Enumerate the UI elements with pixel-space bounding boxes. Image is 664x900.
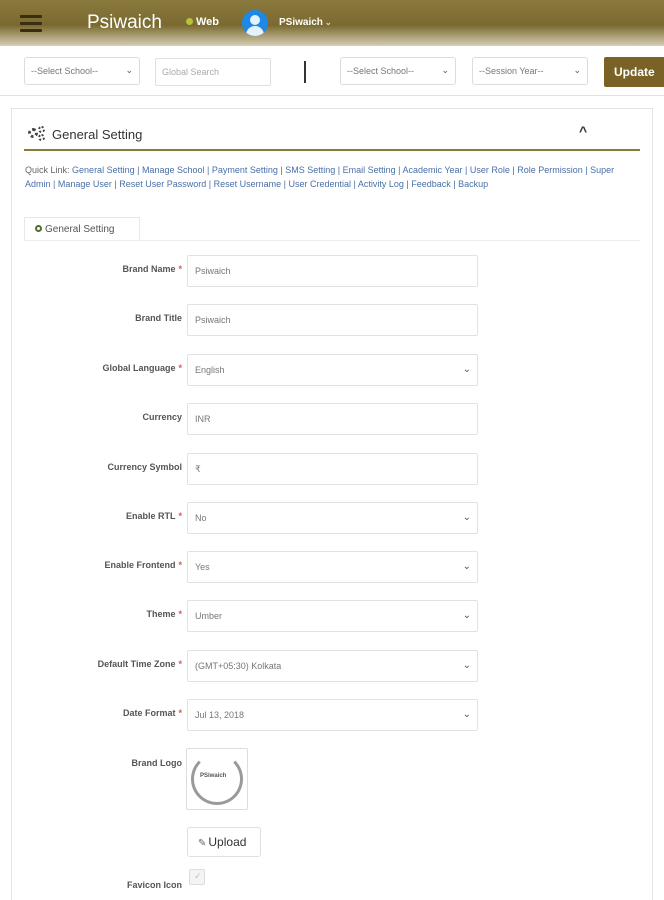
tab-label: General Setting: [45, 224, 115, 235]
chevron-down-icon: ⌄: [462, 709, 471, 720]
user-avatar[interactable]: [242, 10, 268, 36]
hamburger-menu-icon[interactable]: [20, 15, 42, 31]
chevron-down-icon: ⌄: [441, 65, 449, 75]
enable-rtl-label: Enable RTL *: [125, 511, 182, 521]
brand-title-label: Brand Title: [135, 313, 182, 323]
web-link[interactable]: [186, 16, 219, 28]
quick-link-activity-log[interactable]: Activity Log: [357, 179, 404, 189]
enable-frontend-select[interactable]: [187, 551, 478, 583]
chevron-down-icon: ⌄: [462, 561, 471, 572]
quick-link-user-credential[interactable]: User Credential: [288, 179, 352, 189]
top-navbar: [0, 0, 664, 46]
quick-link-feedback[interactable]: Feedback: [411, 179, 451, 189]
brand-logo-row: [12, 749, 652, 781]
user-menu[interactable]: [279, 17, 332, 28]
brand-title-input[interactable]: Psiwaich: [187, 304, 478, 336]
currency-symbol-input[interactable]: ₹: [187, 453, 478, 485]
chevron-down-icon: ⌄: [462, 512, 471, 523]
quick-link-user-role[interactable]: User Role: [469, 165, 510, 175]
global-search-input[interactable]: Global Search: [155, 58, 271, 86]
gears-icon: [28, 126, 48, 142]
favicon-icon: ✓: [194, 871, 202, 881]
select-school-dropdown-1[interactable]: [24, 57, 140, 85]
brand-name-input[interactable]: Psiwaich: [187, 255, 478, 287]
upload-label: Upload: [208, 835, 247, 849]
laurel-logo-icon: [191, 753, 243, 805]
theme-value: Umber: [195, 611, 223, 621]
default-time-zone-value: (GMT+05:30) Kolkata: [195, 661, 282, 671]
paperclip-icon: ✎: [198, 838, 207, 849]
favicon-row: [12, 871, 652, 900]
currency-symbol-row: [12, 453, 652, 485]
quick-link-role-permission[interactable]: Role Permission: [517, 165, 583, 175]
currency-input[interactable]: INR: [187, 403, 478, 435]
enable-frontend-row: [12, 551, 652, 583]
date-format-select[interactable]: [187, 699, 478, 731]
quick-link-reset-username[interactable]: Reset Username: [213, 179, 282, 189]
select-school-dropdown-2[interactable]: [340, 57, 456, 85]
currency-row: [12, 403, 652, 435]
favicon-preview[interactable]: [189, 869, 205, 885]
user-name: PSiwaich: [279, 17, 323, 28]
update-button[interactable]: Update: [604, 57, 664, 87]
quick-link-manage-user[interactable]: Manage User: [57, 179, 112, 189]
session-year-dropdown[interactable]: [472, 57, 588, 85]
web-label: Web: [196, 16, 220, 28]
global-language-row: [12, 354, 652, 386]
brand-logo-preview: [186, 748, 248, 810]
select-school-value: --Select School--: [347, 66, 415, 76]
session-year-value: --Session Year--: [479, 66, 544, 76]
chevron-down-icon: ⌄: [462, 610, 471, 621]
brand-name-row: [12, 255, 652, 287]
enable-rtl-value: No: [195, 513, 207, 523]
quick-link-reset-user-password[interactable]: Reset User Password: [119, 179, 207, 189]
enable-frontend-value: Yes: [195, 562, 210, 572]
tab-divider: [24, 240, 640, 241]
chevron-down-icon: ⌄: [125, 65, 133, 75]
currency-label: Currency: [142, 412, 182, 422]
date-format-row: [12, 699, 652, 731]
circle-bullet-icon: [35, 225, 42, 232]
chevron-down-icon: ⌄: [462, 660, 471, 671]
default-time-zone-select[interactable]: [187, 650, 478, 682]
panel-title-text: General Setting: [52, 127, 143, 142]
currency-symbol-label: Currency Symbol: [107, 462, 182, 472]
collapse-chevron-up-icon[interactable]: ^: [579, 123, 588, 139]
select-school-value: --Select School--: [31, 66, 99, 76]
quick-link-email-setting[interactable]: Email Setting: [342, 165, 396, 175]
default-time-zone-label: Default Time Zone *: [97, 659, 182, 669]
tab-general-setting[interactable]: [24, 217, 140, 241]
title-divider: [24, 149, 640, 151]
quick-link-manage-school[interactable]: Manage School: [141, 165, 205, 175]
logo-text: PSiwaich: [200, 773, 227, 779]
filter-bar: [0, 46, 664, 96]
theme-label: Theme *: [146, 609, 182, 619]
chevron-down-icon: ⌄: [462, 364, 471, 375]
global-language-value: English: [195, 365, 225, 375]
quick-link-backup[interactable]: Backup: [458, 179, 489, 189]
brand-name[interactable]: Psiwaich: [87, 12, 162, 33]
theme-select[interactable]: [187, 600, 478, 632]
quick-link-super-admin[interactable]: Super Admin: [25, 165, 615, 189]
global-language-select[interactable]: [187, 354, 478, 386]
default-time-zone-row: [12, 650, 652, 682]
quick-link-payment-setting[interactable]: Payment Setting: [211, 165, 278, 175]
theme-row: [12, 600, 652, 632]
brand-title-row: [12, 304, 652, 336]
web-status-dot-icon: [186, 18, 193, 25]
quick-link-academic-year[interactable]: Academic Year: [402, 165, 463, 175]
panel-title: [28, 126, 142, 142]
divider: [304, 61, 306, 83]
global-language-label: Global Language *: [102, 363, 182, 373]
brand-logo-label: Brand Logo: [131, 758, 182, 768]
chevron-down-icon: ⌄: [324, 18, 332, 27]
brand-name-label: Brand Name *: [122, 264, 182, 274]
upload-button[interactable]: [187, 827, 261, 857]
enable-rtl-select[interactable]: [187, 502, 478, 534]
quick-link-sms-setting[interactable]: SMS Setting: [285, 165, 336, 175]
date-format-label: Date Format *: [122, 708, 182, 718]
quick-links: Quick Link: General Setting | Manage School | Payment Setting | SMS Setting | Email Setting | Academic Year | User Role | Role Permission | Super Admin | Manage User | Reset User Password | Reset Username | User Credential | Activity Log | Feedback | Backup: [25, 165, 615, 189]
date-format-value: Jul 13, 2018: [195, 710, 245, 720]
quick-link-label: Quick Link:: [25, 165, 70, 175]
chevron-down-icon: ⌄: [573, 65, 581, 75]
enable-frontend-label: Enable Frontend *: [104, 560, 182, 570]
quick-link-general-setting[interactable]: General Setting: [72, 165, 135, 175]
general-setting-panel: [11, 108, 653, 900]
favicon-label: Favicon Icon: [126, 880, 182, 890]
enable-rtl-row: [12, 502, 652, 534]
